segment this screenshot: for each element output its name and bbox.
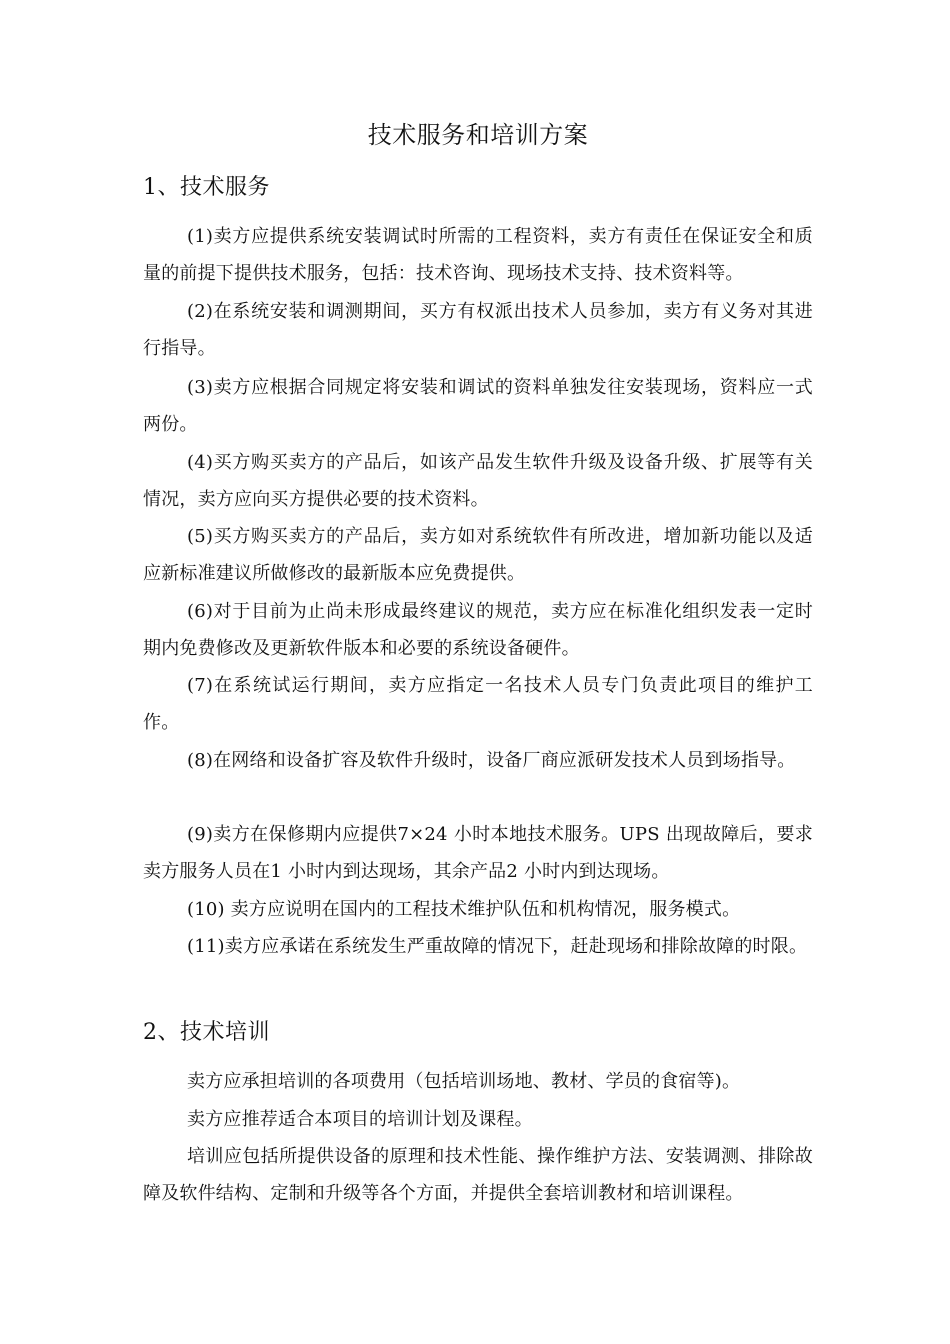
service-paragraph-2: (2)在系统安装和调测期间，买方有权派出技术人员参加，卖方有义务对其进行指导。 (143, 301, 813, 359)
training-paragraph-3: 培训应包括所提供设备的原理和技术性能、操作维护方法、安装调测、排除故障及软件结构、定制和升级等各个方面，并提供全套培训教材和培训课程。 (143, 1146, 813, 1204)
service-paragraph-3: (3)卖方应根据合同规定将安装和调试的资料单独发往安装现场，资料应一式两份。 (143, 377, 813, 435)
section-heading-technical-training: 2、技术培训 (143, 1020, 270, 1045)
service-paragraph-10: (10) 卖方应说明在国内的工程技术维护队伍和机构情况，服务模式。 (187, 899, 741, 920)
service-paragraph-4: (4)买方购买卖方的产品后，如该产品发生软件升级及设备升级、扩展等有关情况，卖方应向买方提供必要的技术资料。 (143, 452, 813, 510)
service-paragraph-5: (5)买方购买卖方的产品后，卖方如对系统软件有所改进，增加新功能以及适应新标准建议所做修改的最新版本应免费提供。 (143, 526, 813, 584)
document-title: 技术服务和培训方案 (367, 121, 589, 149)
service-paragraph-11: (11)卖方应承诺在系统发生严重故障的情况下，赶赴现场和排除故障的时限。 (187, 936, 808, 957)
service-paragraph-9: (9)卖方在保修期内应提供7×24 小时本地技术服务。UPS 出现故障后，要求卖方服务人员在1 小时内到达现场，其余产品2 小时内到达现场。 (143, 824, 813, 882)
service-paragraph-1: (1)卖方应提供系统安装调试时所需的工程资料，卖方有责任在保证安全和质量的前提下提供技术服务，包括：技术咨询、现场技术支持、技术资料等。 (143, 226, 813, 284)
service-paragraph-7: (7)在系统试运行期间，卖方应指定一名技术人员专门负责此项目的维护工作。 (143, 675, 813, 733)
training-paragraph-1: 卖方应承担培训的各项费用（包括培训场地、教材、学员的食宿等)。 (187, 1071, 741, 1092)
service-paragraph-6: (6)对于目前为止尚未形成最终建议的规范，卖方应在标准化组织发表一定时期内免费修改及更新软件版本和必要的系统设备硬件。 (143, 601, 813, 659)
service-paragraph-8: (8)在网络和设备扩容及软件升级时，设备厂商应派研发技术人员到场指导。 (187, 750, 796, 771)
training-paragraph-2: 卖方应推荐适合本项目的培训计划及课程。 (187, 1109, 533, 1130)
section-heading-technical-service: 1、技术服务 (143, 175, 270, 200)
